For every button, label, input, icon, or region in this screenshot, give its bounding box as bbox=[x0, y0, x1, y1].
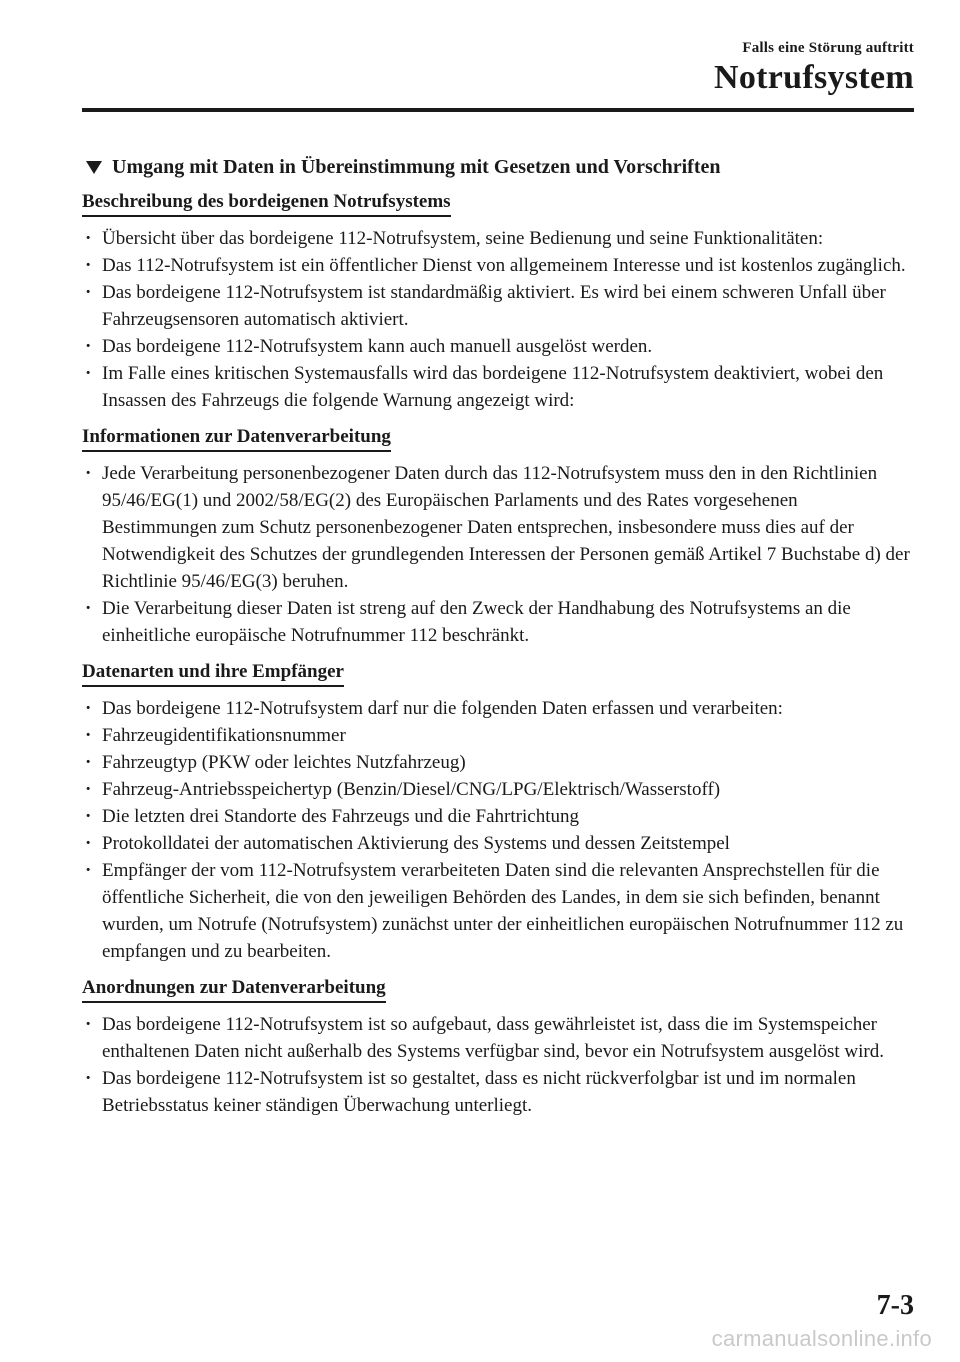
section-heading bbox=[82, 661, 914, 687]
bullet-list bbox=[82, 695, 914, 965]
triangle-down-icon bbox=[86, 161, 102, 174]
section-heading-text: Anordnungen zur Datenverarbeitung bbox=[82, 977, 386, 1003]
section-heading bbox=[82, 191, 914, 217]
list-item: · Die Verarbeitung dieser Daten ist streng auf den Zweck der Handhabung des Notrufsystems an die einheitliche europäische Notrufnummer 112 beschränkt. bbox=[102, 595, 914, 649]
list-item: · Fahrzeug-Antriebsspeichertyp (Benzin/Diesel/CNG/LPG/Elektrisch/Wasserstoff) bbox=[102, 776, 914, 803]
list-item: · Fahrzeugidentifikationsnummer bbox=[102, 722, 914, 749]
list-item: · Übersicht über das bordeigene 112-Notrufsystem, seine Bedienung und seine Funktionalitäten: bbox=[102, 225, 914, 252]
content bbox=[82, 156, 914, 1125]
main-heading-text: Umgang mit Daten in Übereinstimmung mit Gesetzen und Vorschriften bbox=[112, 156, 721, 178]
header-rule bbox=[82, 108, 914, 112]
section bbox=[82, 977, 914, 1119]
list-item: · Die letzten drei Standorte des Fahrzeugs und die Fahrtrichtung bbox=[102, 803, 914, 830]
list-item: · Das bordeigene 112-Notrufsystem ist standardmäßig aktiviert. Es wird bei einem schweren Unfall über Fahrzeugsensoren automatisch aktiviert. bbox=[102, 279, 914, 333]
list-item: · Jede Verarbeitung personenbezogener Daten durch das 112-Notrufsystem muss den in den Richtlinien 95/46/EG(1) und 2002/58/EG(2) des Europäischen Parlaments und des Rates vorgesehenen Bestimmungen zum Schutz personenbezogener Daten entsprechen, insbesondere muss dies auf der Notwendigkeit des Schutzes der grundlegenden Interessen der Personen gemäß Artikel 7 Buchstabe d) der Richtlinie 95/46/EG(3) beruhen. bbox=[102, 460, 914, 595]
list-item: · Protokolldatei der automatischen Aktivierung des Systems und dessen Zeitstempel bbox=[102, 830, 914, 857]
section-heading-text: Datenarten und ihre Empfänger bbox=[82, 661, 344, 687]
list-item: · Im Falle eines kritischen Systemausfalls wird das bordeigene 112-Notrufsystem deaktiviert, wobei den Insassen des Fahrzeugs die folgende Warnung angezeigt wird: bbox=[102, 360, 914, 414]
list-item: · Das bordeigene 112-Notrufsystem kann auch manuell ausgelöst werden. bbox=[102, 333, 914, 360]
page-header bbox=[714, 40, 914, 97]
chapter-title: Falls eine Störung auftritt bbox=[742, 40, 914, 56]
list-item: · Das 112-Notrufsystem ist ein öffentlicher Dienst von allgemeinem Interesse und ist kostenlos zugänglich. bbox=[102, 252, 914, 279]
list-item: · Das bordeigene 112-Notrufsystem ist so gestaltet, dass es nicht rückverfolgbar ist und im normalen Betriebsstatus keiner ständigen Überwachung unterliegt. bbox=[102, 1065, 914, 1119]
bullet-list bbox=[82, 225, 914, 414]
list-item: · Das bordeigene 112-Notrufsystem ist so aufgebaut, dass gewährleistet ist, dass die im Systemspeicher enthaltenen Daten nicht außerhalb des Systems verfügbar sind, bevor ein Notrufsystem ausgelöst wird. bbox=[102, 1011, 914, 1065]
page-title: Notrufsystem bbox=[714, 59, 914, 96]
main-heading bbox=[82, 156, 914, 179]
section-heading bbox=[82, 977, 914, 1003]
section bbox=[82, 661, 914, 965]
section bbox=[82, 426, 914, 649]
list-item: · Fahrzeugtyp (PKW oder leichtes Nutzfahrzeug) bbox=[102, 749, 914, 776]
list-item: · Das bordeigene 112-Notrufsystem darf nur die folgenden Daten erfassen und verarbeiten: bbox=[102, 695, 914, 722]
section-heading bbox=[82, 426, 914, 452]
page-number: 7-3 bbox=[876, 1290, 914, 1321]
bullet-list bbox=[82, 460, 914, 649]
list-item: · Empfänger der vom 112-Notrufsystem verarbeiteten Daten sind die relevanten Ansprechstellen für die öffentliche Sicherheit, die von den jeweiligen Behörden des Landes, in dem sie sich befinden, benannt wurden, um Notrufe (Notrufsystem) zunächst unter der einheitlichen europäischen Notrufnummer 112 zu empfangen und zu bearbeiten. bbox=[102, 857, 914, 965]
section bbox=[82, 191, 914, 414]
section-heading-text: Informationen zur Datenverarbeitung bbox=[82, 426, 391, 452]
section-heading-text: Beschreibung des bordeigenen Notrufsystems bbox=[82, 191, 451, 217]
sections bbox=[82, 191, 914, 1119]
watermark: carmanualsonline.info bbox=[711, 1326, 932, 1351]
bullet-list bbox=[82, 1011, 914, 1119]
